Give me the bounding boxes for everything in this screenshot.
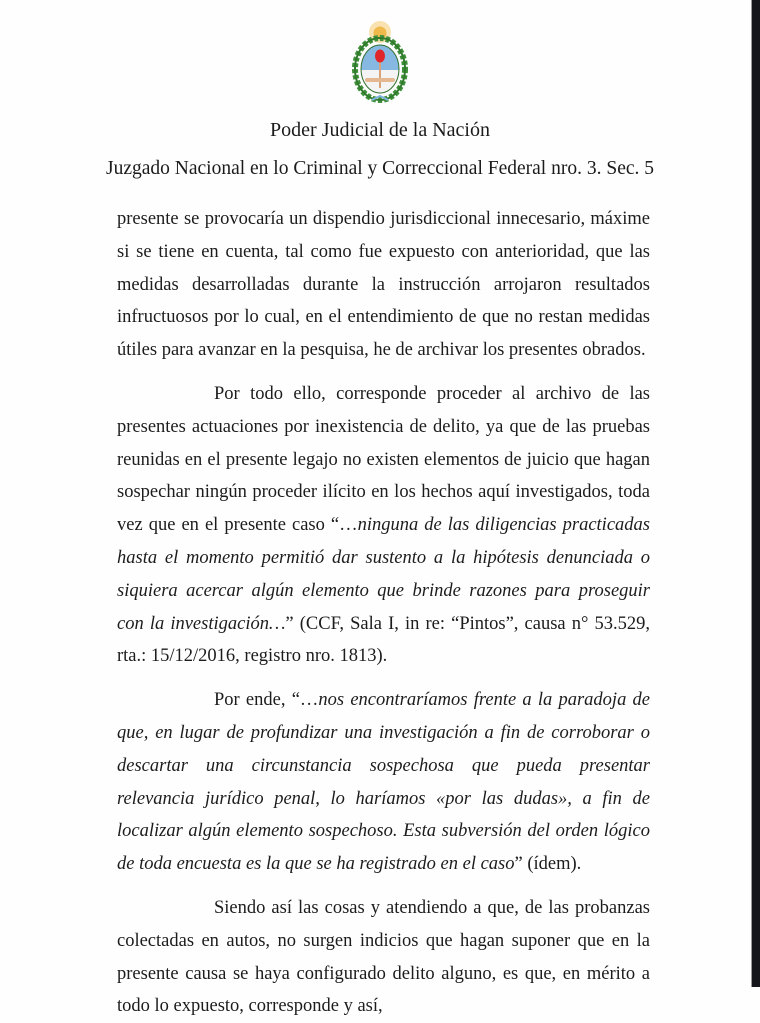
argentine-coat-of-arms-seal — [350, 16, 410, 108]
quoted-citation-text: nos encontraríamos frente a la paradoja de que, en lugar de profundizar una investigación a fin de corroborar o descartar una circunstancia sospechosa que pueda presentar relevancia jurídico penal, lo haríamos «por las dudas», a fin de localizar algún elemento sospechoso. Esta subversión del orden lógico de toda encuesta es la que se ha registrado en el caso — [117, 690, 650, 875]
quoted-citation-text: ninguna de las diligencias practicadas hasta el momento permitió dar sustento a la hipótesis denunciada o siquiera acercar algún elemento que brinde razones para proseguir con la investigación… — [117, 515, 650, 634]
document-body — [117, 203, 650, 1023]
citation-reference: ” (CCF, Sala I, in re: “Pintos”, causa n° 53.529, rta.: 15/12/2016, registro nro. 1813). — [117, 613, 650, 667]
header-court-name: Juzgado Nacional en lo Criminal y Correccional Federal nro. 3. Sec. 5 — [106, 158, 654, 179]
paragraph-text: presente se provocaría un dispendio jurisdiccional innecesario, máxime si se tiene en cuenta, tal como fue expuesto con anterioridad, que las medidas desarrolladas durante la instrucción arrojaron resultados infructuosos por lo cual, en el entendimiento de que no restan medidas útiles para avanzar en la pesquisa, he de archivar los presentes obrados. — [117, 209, 650, 361]
paragraph-text: Por todo ello, corresponde proceder al archivo de las presentes actuaciones por inexistencia de delito, ya que de las pruebas reunidas en el presente legajo no existen elementos de juicio que hagan sospechar ningún proceder ilícito en los hechos aquí investigados, toda vez que en el presente caso “… — [117, 383, 650, 536]
header-title: Poder Judicial de la Nación — [270, 119, 490, 141]
paragraph-text: Siendo así las cosas y atendiendo a que, de las probanzas colectadas en autos, no surgen indicios que hagan suponer que en la presente causa se haya configurado delito alguno, es que, en mérito a todo lo expuesto, corresponde y así, — [117, 897, 650, 1017]
citation-reference: ” (ídem). — [514, 854, 582, 875]
paragraph-text: Por ende, “… — [214, 690, 319, 711]
paragraph-por-ende — [117, 684, 650, 881]
viewer-edge — [751, 0, 760, 987]
paragraph-siendo-asi — [117, 892, 650, 1023]
paragraph-continuation — [117, 203, 650, 367]
paragraph-archivo — [117, 378, 650, 673]
